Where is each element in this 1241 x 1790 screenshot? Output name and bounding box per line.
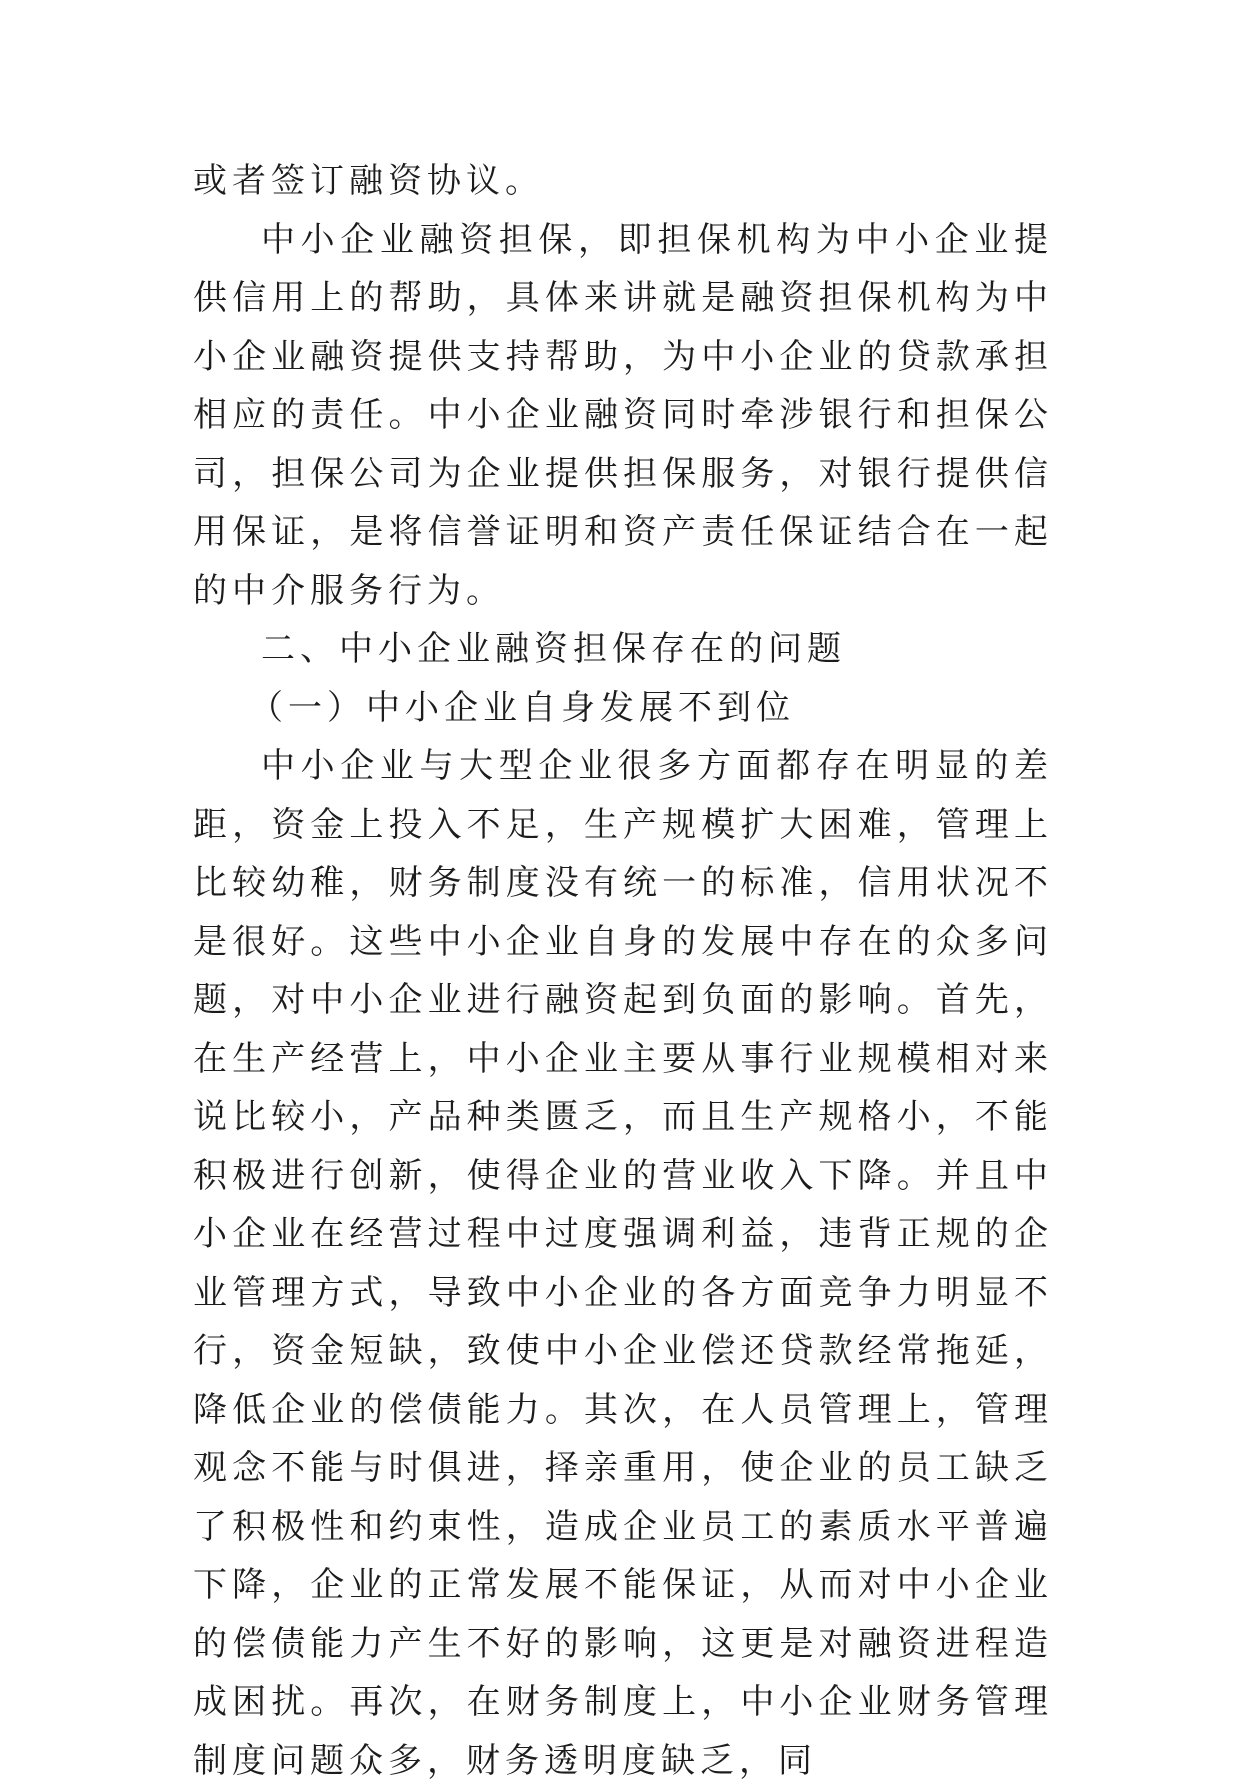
- paragraph-enterprise-problems: 中小企业与大型企业很多方面都存在明显的差距，资金上投入不足，生产规模扩大困难，管理上比较幼稚，财务制度没有统一的标准，信用状况不是很好。这些中小企业自身的发展中存在的众多问题，对中小企业进行融资起到负面的影响。首先，在生产经营上，中小企业主要从事行业规模相对来说比较小，产品种类匮乏，而且生产规格小，不能积极进行创新，使得企业的营业收入下降。并且中小企业在经营过程中过度强调利益，违背正规的企业管理方式，导致中小企业的各方面竞争力明显不行，资金短缺，致使中小企业偿还贷款经常拖延，降低企业的偿债能力。其次，在人员管理上，管理观念不能与时俱进，择亲重用，使企业的员工缺乏了积极性和约束性，造成企业员工的素质水平普遍下降，企业的正常发展不能保证，从而对中小企业的偿债能力产生不好的影响，这更是对融资进程造成困扰。再次，在财务制度上，中小企业财务管理制度问题众多，财务透明度缺乏，同: [193, 746, 1053, 1781]
- document-body: [193, 152, 1053, 1790]
- subsection-heading: （一）中小企业自身发展不到位: [249, 687, 795, 728]
- paragraph-financing-guarantee-definition: 中小企业融资担保，即担保机构为中小企业提供信用上的帮助，具体来讲就是融资担保机构为中小企业融资提供支持帮助，为中小企业的贷款承担相应的责任。中小企业融资同时牵涉银行和担保公司，担保公司为企业提供担保服务，对银行提供信用保证，是将信誉证明和资产责任保证结合在一起的中介服务行为。: [193, 219, 1053, 611]
- section-heading: 二、中小企业融资担保存在的问题: [261, 629, 846, 669]
- paragraph-continuation: 或者签订融资协议。: [193, 161, 544, 201]
